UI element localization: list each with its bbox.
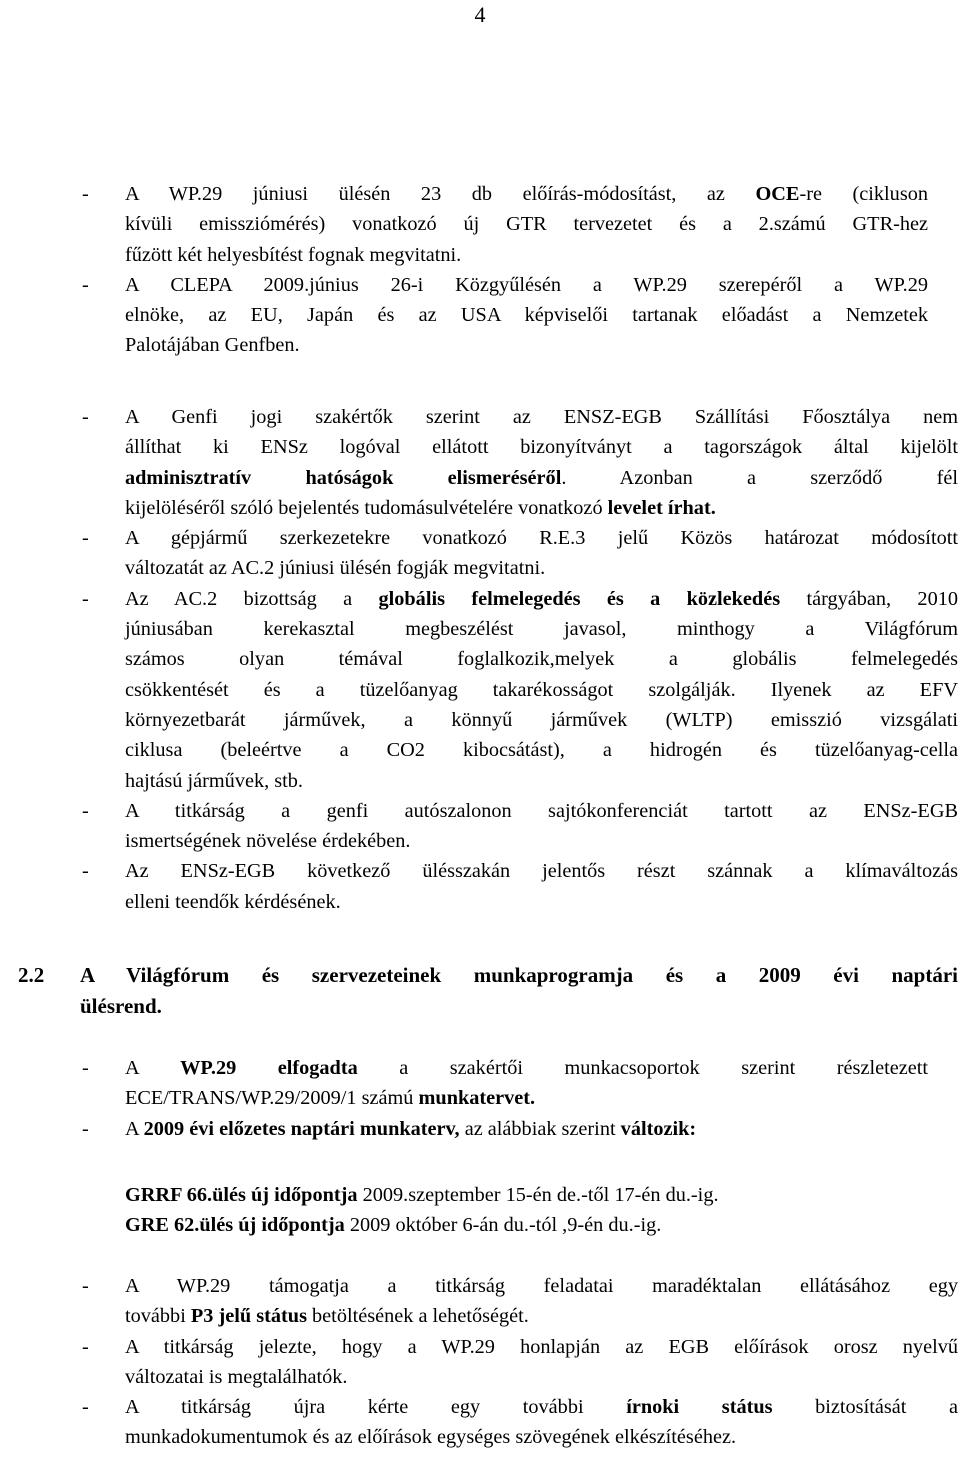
list-item [0,1392,958,1453]
text-line [125,735,958,765]
text-line [125,179,928,209]
text-run: a szakértői munkacsoportok szerint részletezett [357,1057,928,1079]
list-item [0,179,958,270]
bullet-dash: - [82,1335,89,1358]
text-line [125,300,928,330]
list-item [0,796,958,857]
section-heading-line-2: ülésrend. [80,994,162,1018]
text-run: számos olyan témával foglalkozik,melyek a globális felmelegedés [125,648,958,671]
text-run: júniusában kerekasztal megbeszélést javasol, minthogy a Világfórum [125,618,958,641]
text-line [125,493,958,523]
text-run: fűzött két helyesbítést fognak megvitatni. [125,243,462,266]
text-line [125,270,928,300]
text-run: biztosítását a [772,1396,958,1419]
list-item [0,584,958,796]
text-line [125,402,958,432]
text-line [125,705,958,735]
list-item-text [125,856,958,917]
text-run: Az AC.2 bizottság a [125,587,379,610]
text-run: ECE/TRANS/WP.29/2009/1 számú [125,1087,419,1110]
text-run: környezetbarát járművek, a könnyű járművek (WLTP) emisszió vizsgálati [125,708,958,731]
text-run: GRRF 66.ülés új időpontja [125,1184,358,1206]
list-item-text [125,523,958,584]
text-run: betöltésének a lehetőségét. [306,1305,529,1328]
text-run: A titkárság a genfi autószalonon sajtókonferenciát tartott az ENSz-EGB [125,799,958,822]
text-run: ismertségének növelése érdekében. [125,830,411,853]
text-line [125,584,958,614]
text-run: P3 jelű státus [190,1305,307,1328]
text-run: 2009 október 6-án du.-tól ,9-én du.-ig. [344,1214,662,1236]
text-line [125,1114,928,1144]
text-run: WP.29 elfogadta [180,1057,358,1079]
bullet-dash: - [82,527,89,550]
text-line [125,553,958,583]
text-run: változatát az AC.2 júniusi ülésén fogják megvitatni. [125,557,546,580]
list-item [0,402,958,523]
bullet-dash: - [82,1117,89,1140]
bullet-dash: - [82,1275,89,1297]
text-run: . Azonban a szerződő fél [561,466,958,489]
list-item-text [125,584,958,796]
text-run: A [125,1117,144,1140]
text-line [125,240,928,270]
bullet-list-3 [0,1053,960,1144]
text-run: 2009 évi előzetes naptári munkaterv, [143,1117,460,1140]
text-run: kívüli emissziómérés) vonatkozó új GTR tervezetet és a 2.számú GTR-hez [125,213,928,236]
list-item-text [125,1053,928,1114]
list-item-text [125,402,958,523]
bullet-list-2 [0,402,960,917]
text-run: az alábbiak szerint [459,1117,621,1140]
text-run: adminisztratív hatóságok elismeréséről [125,466,562,489]
text-run: elnöke, az EU, Japán és az USA képviselői tartanak előadást a Nemzetek [125,304,928,327]
bullet-list-4 [0,1271,960,1453]
list-item-text [125,1392,958,1453]
list-item [0,523,958,584]
text-run: A Genfi jogi szakértők szerint az ENSZ-EGB Szállítási Főosztálya nem [125,406,958,428]
list-item [0,1114,958,1144]
text-line [125,330,928,360]
text-line [125,1271,958,1301]
text-line [125,1392,958,1422]
text-run: elleni teendők kérdésének. [125,890,341,913]
list-item [0,270,958,361]
text-run: A titkárság újra kérte egy további [125,1396,627,1419]
bullet-dash: - [82,587,89,610]
text-run: ciklusa (beleértve a CO2 kibocsátást), a hidrogén és tüzelőanyag-cella [125,739,958,762]
list-item [0,856,958,917]
text-line [125,614,958,644]
text-run: csökkentését és a tüzelőanyag takarékosságot szolgálják. Ilyenek az EFV [125,678,958,701]
text-line [125,675,958,705]
list-item [0,1332,958,1393]
bullet-dash: - [82,273,89,296]
text-run: változatai is megtalálhatók. [125,1365,348,1388]
text-run: munkadokumentumok és az előírások egységes szövegének elkészítéséhez. [125,1426,737,1449]
list-item-text [125,179,928,270]
text-run: GRE 62.ülés új időpontja [125,1214,345,1236]
text-run: A [125,1057,181,1079]
text-run: A gépjármű szerkezetekre vonatkozó R.E.3 jelű Közös határozat módosított [125,527,958,550]
text-line [125,644,958,674]
text-run: -re (cikluson [799,183,928,205]
text-run: A CLEPA 2009.június 26-i Közgyűlésén a WP.29 szerepéről a WP.29 [125,273,928,296]
bullet-dash: - [82,799,89,822]
list-item-text [125,1271,958,1332]
text-line [125,1053,928,1083]
text-run: A WP.29 júniusi ülésén 23 db előírás-módosítást, az [125,183,756,205]
section-heading-number: 2.2 [18,963,45,987]
text-run: globális felmelegedés és a közlekedés [378,587,781,610]
text-run: Az ENSz-EGB következő ülésszakán jelentős részt szánnak a klímaváltozás [125,860,958,883]
bullet-dash: - [82,183,89,205]
text-run: A titkárság jelezte, hogy a WP.29 honlapján az EGB előírások orosz nyelvű [125,1335,958,1358]
text-line [125,1422,958,1452]
text-line [125,209,928,239]
text-run: Palotájában Genfben. [125,334,300,357]
list-item [0,1271,958,1332]
text-run: változik: [620,1117,697,1140]
text-run: állíthat ki ENSz logóval ellátott bizonyítványt a tagországok által kijelölt [125,436,958,459]
list-item-text [125,1114,928,1144]
text-run: hajtású járművek, stb. [125,769,303,792]
text-line [125,856,958,886]
text-line [125,826,958,856]
text-run: OCE [755,183,800,205]
text-run: munkatervet. [418,1087,536,1110]
text-run: A WP.29 támogatja a titkárság feladatai maradéktalan ellátásához egy [125,1275,958,1297]
text-line [125,523,958,553]
text-line [125,1332,958,1362]
text-run: levelet írhat. [607,496,716,519]
list-item-text [125,270,928,361]
text-line [125,887,958,917]
bullet-list-1 [0,179,960,361]
text-line [125,463,958,493]
text-line [125,1083,928,1113]
bullet-dash: - [82,1057,89,1079]
bullet-dash: - [82,860,89,883]
schedule-line [125,1210,719,1240]
schedule-line [125,1180,719,1210]
text-run: tárgyában, 2010 [780,587,958,610]
text-run: írnoki státus [626,1396,773,1419]
text-run: kijelöléséről szóló bejelentés tudomásulvételére vonatkozó [125,496,608,519]
text-run: további [125,1305,191,1328]
text-line [125,432,958,462]
list-item-text [125,796,958,857]
section-heading-line-1: A Világfórum és szervezeteinek munkaprogramja és a 2009 évi naptári [80,963,958,987]
text-line [125,1301,958,1331]
text-run: 2009.szeptember 15-én de.-től 17-én du.-ig. [357,1184,719,1206]
list-item [0,1053,958,1114]
text-line [125,796,958,826]
page-number: 4 [474,2,486,27]
text-line [125,766,958,796]
text-line [125,1362,958,1392]
bullet-dash: - [82,1396,89,1419]
meeting-schedule [125,1180,719,1240]
list-item-text [125,1332,958,1393]
bullet-dash: - [82,406,89,428]
